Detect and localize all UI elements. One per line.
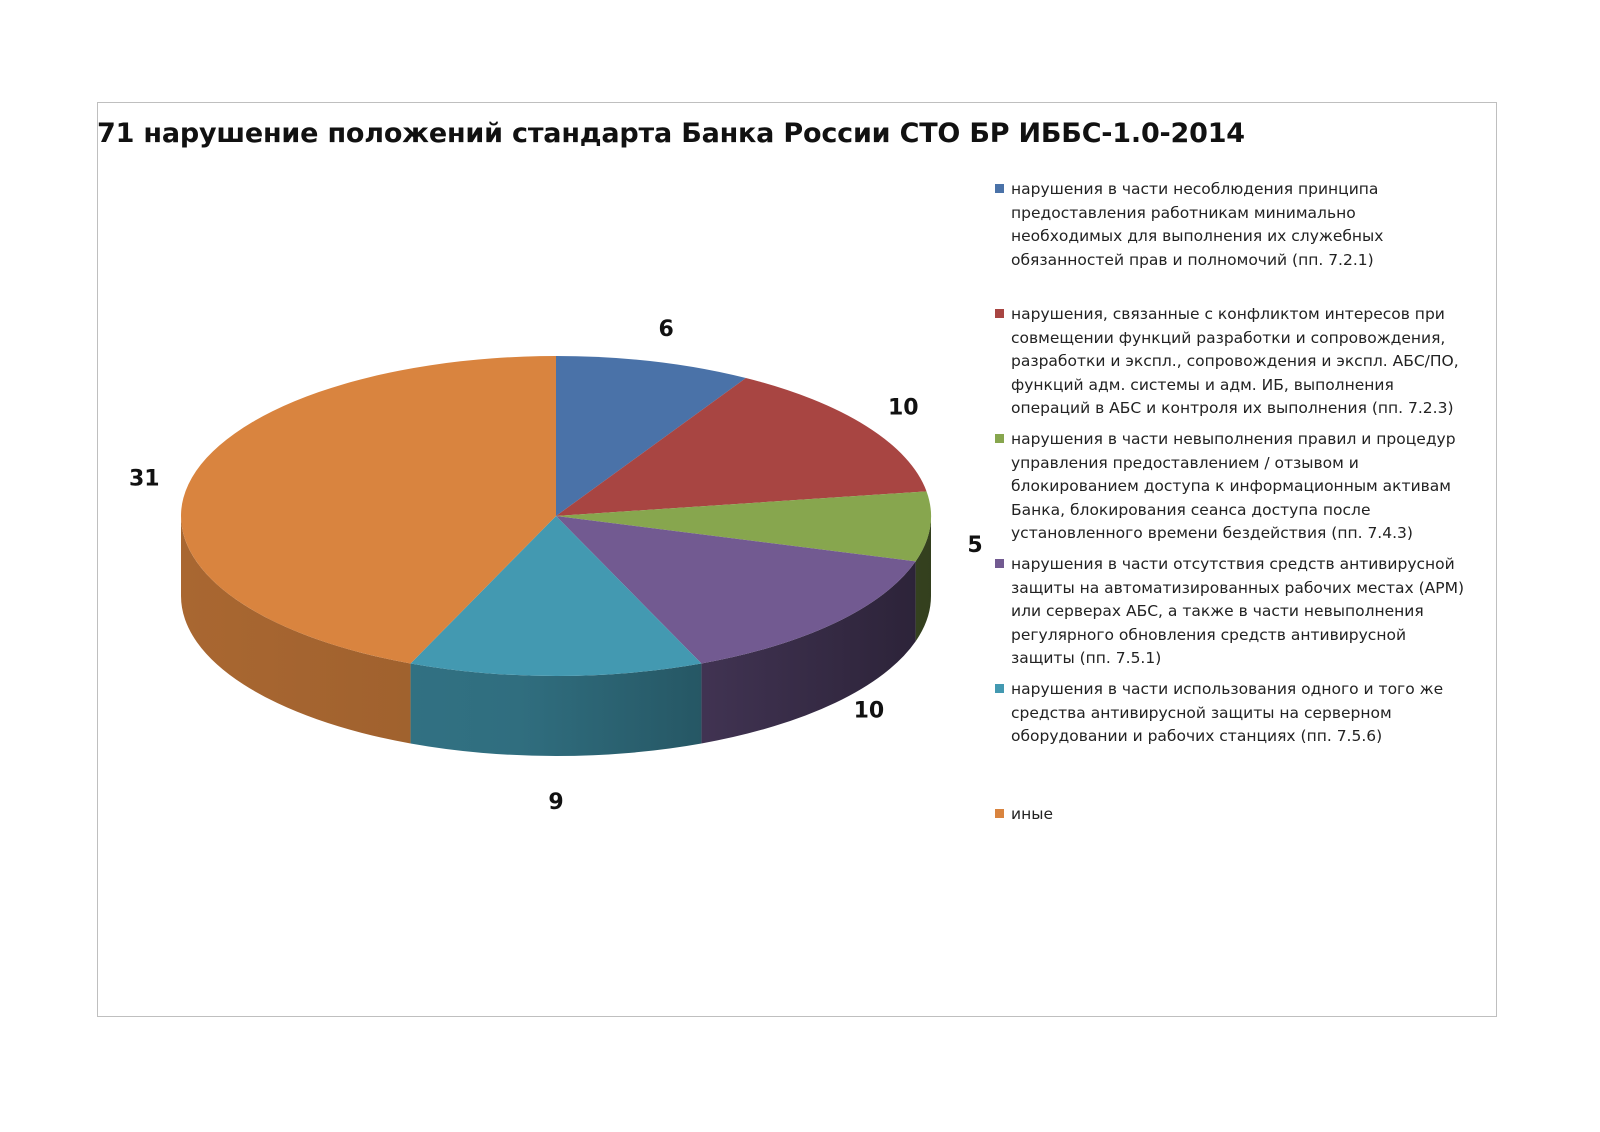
legend-swatch: [995, 184, 1004, 193]
data-label-5: 31: [128, 466, 160, 492]
data-label-4: 9: [548, 790, 564, 815]
legend-swatch: [995, 559, 1004, 568]
legend-label: нарушения в части несоблюдения принципа предоставления работникам минимально необходимых для выполнения их служебных обязанностей прав и полномочий (пп. 7.2.1): [1011, 180, 1384, 269]
legend-item[interactable]: [995, 803, 1465, 827]
legend-label: нарушения в части невыполнения правил и процедур управления предоставлением / отзывом и блокированием доступа к информационным активам Банка, блокирования сеанса доступа после установленного времени бездействия (пп. 7.4.3): [1011, 430, 1456, 542]
legend-swatch: [995, 309, 1004, 318]
chart-title: 71 нарушение положений стандарта Банка России СТО БР ИББС-1.0-2014: [97, 118, 1245, 149]
data-label-2: 5: [967, 533, 983, 559]
legend-swatch: [995, 434, 1004, 443]
pie-side-4: [411, 663, 702, 756]
data-label-1: 10: [887, 395, 919, 421]
legend-item[interactable]: [995, 178, 1465, 272]
data-label-3: 10: [853, 698, 885, 724]
legend-swatch: [995, 809, 1004, 818]
legend-label: нарушения в части использования одного и того же средства антивирусной защиты на серверном оборудовании и рабочих станциях (пп. 7.5.6): [1011, 680, 1444, 745]
pie-tops: [181, 356, 931, 676]
legend-label: иные: [1011, 805, 1053, 823]
data-label-0: 6: [658, 316, 674, 342]
legend-item[interactable]: [995, 678, 1465, 749]
legend-label: нарушения в части отсутствия средств антивирусной защиты на автоматизированных рабочих местах (АРМ) или серверах АБС, а также в части невыполнения регулярного обновления средств антивирусной защиты (пп. 7.5.1): [1011, 555, 1464, 667]
legend-label: нарушения, связанные с конфликтом интересов при совмещении функций разработки и сопровождения, разработки и экспл., сопровождения и экспл. АБС/ПО, функций адм. системы и адм. ИБ, выполнения операций в АБС и контроля их выполнения (пп. 7.2.3): [1011, 305, 1459, 417]
legend-swatch: [995, 684, 1004, 693]
legend-item[interactable]: [995, 553, 1465, 671]
legend-item[interactable]: [995, 428, 1465, 546]
legend-item[interactable]: [995, 303, 1465, 421]
